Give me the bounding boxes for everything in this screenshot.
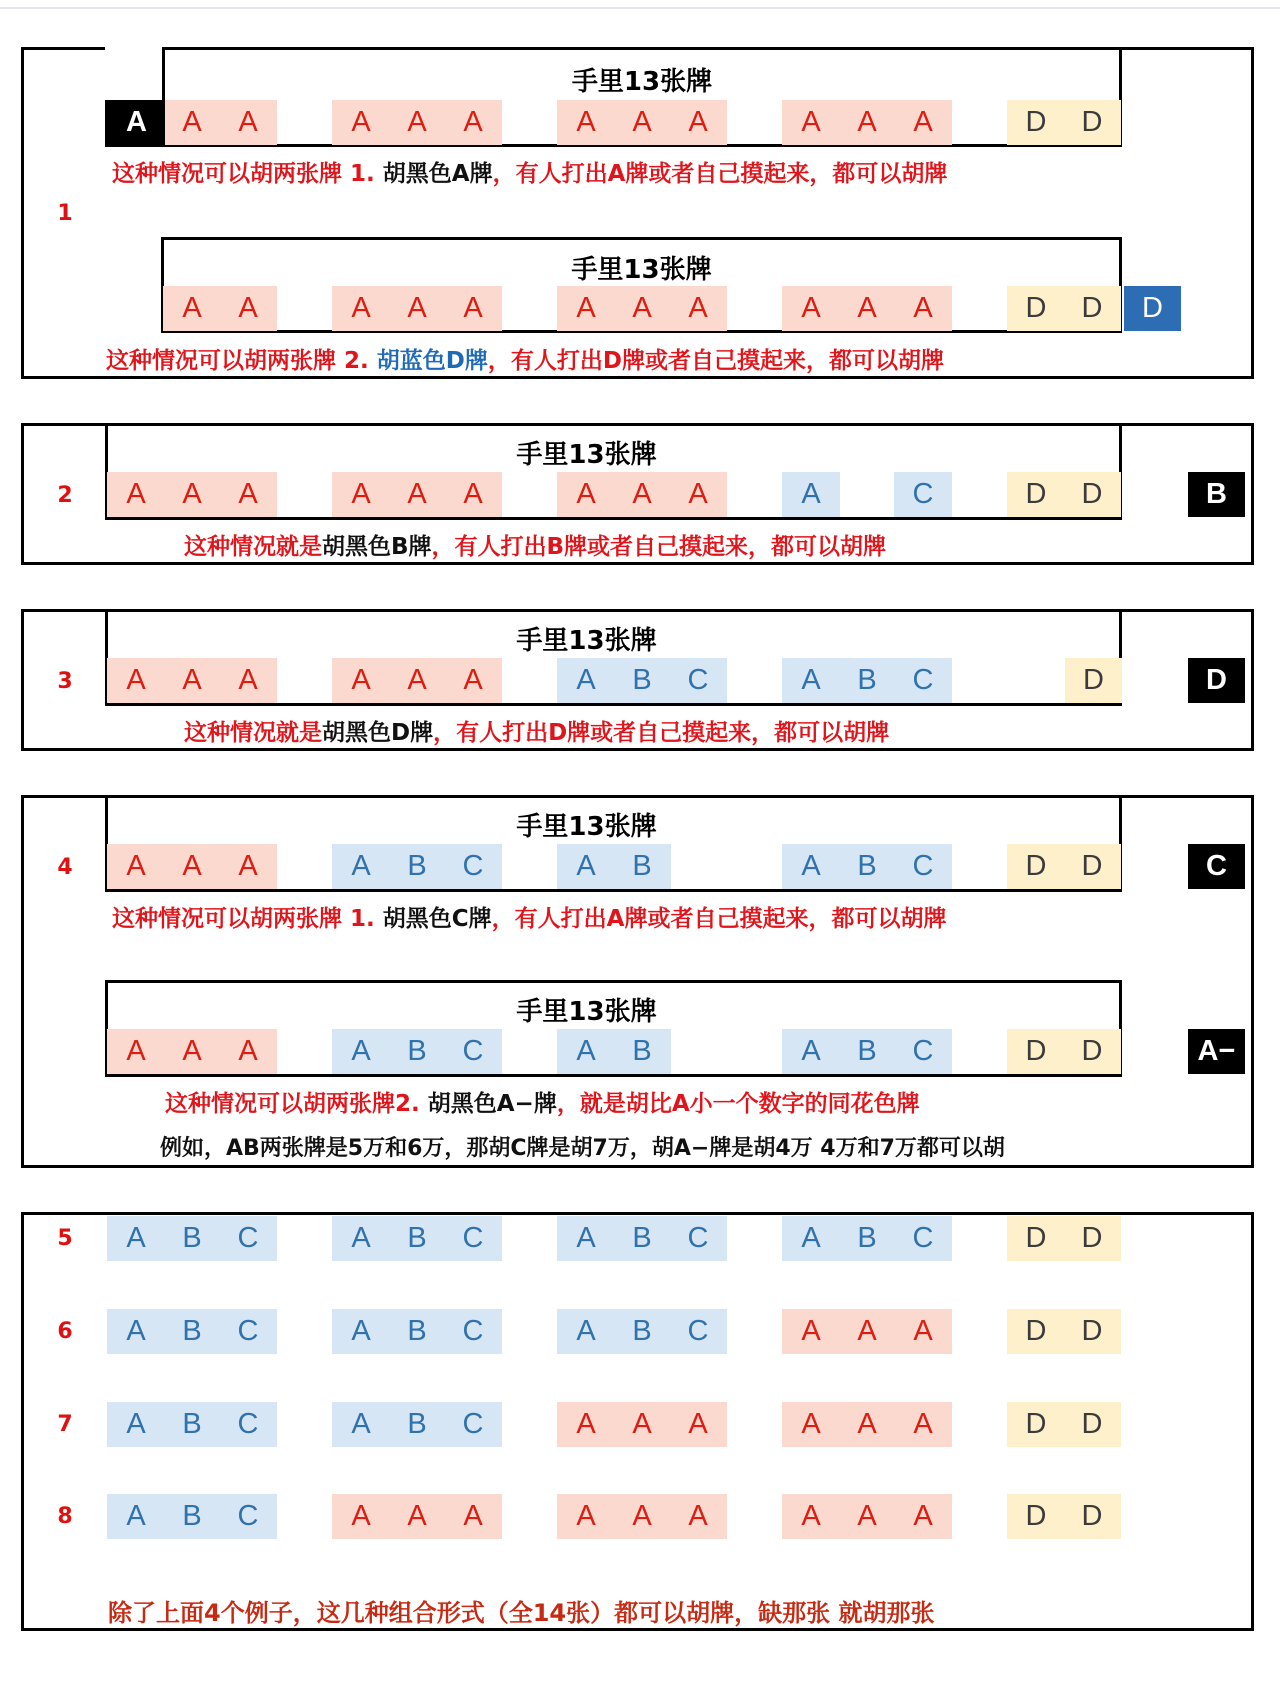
tile-letter: D — [1025, 1315, 1047, 1347]
tile-group — [1007, 1216, 1121, 1261]
tile-letter: B — [407, 1408, 427, 1440]
tile-letter: A — [576, 1035, 596, 1067]
tile-letter: A — [688, 1408, 708, 1440]
top-divider — [0, 7, 1280, 9]
tile-group — [107, 658, 277, 703]
tile-letter: C — [687, 1222, 709, 1254]
row-number-3: 3 — [57, 669, 73, 694]
tile-letter: A — [238, 664, 258, 696]
tile-letter: B — [632, 850, 652, 882]
tile-letter: A — [463, 292, 483, 324]
tile-letter: A — [632, 1500, 652, 1532]
tile-letter: A — [576, 1408, 596, 1440]
tile-group — [557, 1216, 727, 1261]
tile-letter: C — [462, 1408, 484, 1440]
tile-letter: A — [182, 1035, 202, 1067]
tile-group — [557, 472, 727, 517]
tile-group — [557, 658, 727, 703]
tile-letter: B — [632, 1315, 652, 1347]
tile-letter: A — [801, 106, 821, 138]
tile-letter: A — [632, 478, 652, 510]
tile-letter: A — [463, 1500, 483, 1532]
drawn-tile: A — [108, 100, 165, 145]
tile-group — [1007, 844, 1121, 889]
drawn-tile: B — [1188, 472, 1245, 517]
tile-letter: A — [857, 106, 877, 138]
tile-letter: D — [1025, 478, 1047, 510]
tile-letter: C — [912, 664, 934, 696]
tile-letter: B — [182, 1500, 202, 1532]
tile-letter: C — [687, 664, 709, 696]
tile-letter: C — [912, 478, 934, 510]
tile-letter: A — [238, 850, 258, 882]
tile-letter: B — [407, 850, 427, 882]
tile-letter: A — [801, 664, 821, 696]
tile-group — [1007, 1402, 1121, 1447]
tile-letter: A — [576, 292, 596, 324]
tile-letter: A — [351, 292, 371, 324]
row-number-2: 2 — [57, 483, 73, 508]
tile-letter: A — [351, 1500, 371, 1532]
note-4b: 这种情况可以胡两张牌2. 胡黑色A−牌，就是胡比A小一个数字的同花色牌 — [165, 1091, 920, 1117]
tile-group — [557, 100, 727, 145]
hand-title-1a: 手里13张牌 — [571, 67, 713, 97]
tile-letter: A — [913, 1500, 933, 1532]
tile-letter: A — [801, 478, 821, 510]
tile-group — [557, 844, 671, 889]
tile-letter: A — [913, 1408, 933, 1440]
tile-letter: A — [576, 1500, 596, 1532]
tile-letter: A — [463, 106, 483, 138]
tile-group — [107, 472, 277, 517]
tile-group — [557, 1029, 671, 1074]
tile-letter: A — [857, 1315, 877, 1347]
tile-letter: D — [1081, 106, 1103, 138]
tile-group — [163, 100, 277, 145]
tile-letter: A — [576, 106, 596, 138]
tile-letter: A — [182, 664, 202, 696]
tile-letter: A — [801, 1035, 821, 1067]
tile-letter: D — [1081, 292, 1103, 324]
tile-letter: D — [1081, 1222, 1103, 1254]
tile-group — [1007, 1494, 1121, 1539]
tile-letter: A — [801, 1500, 821, 1532]
tile-letter: A — [351, 1222, 371, 1254]
tile-letter: C — [237, 1315, 259, 1347]
tile-group — [782, 472, 840, 517]
tile-letter: B — [407, 1315, 427, 1347]
footer-note: 除了上面4个例子，这几种组合形式（全14张）都可以胡牌，缺那张 就胡那张 — [108, 1599, 935, 1627]
tile-letter: A — [576, 1222, 596, 1254]
tile-letter: B — [407, 1035, 427, 1067]
tile-letter: A — [576, 664, 596, 696]
tile-letter: A — [801, 292, 821, 324]
tile-letter: D — [1025, 850, 1047, 882]
tile-letter: B — [857, 664, 877, 696]
tile-letter: C — [237, 1408, 259, 1440]
tile-letter: A — [857, 292, 877, 324]
tile-group — [332, 844, 502, 889]
tile-letter: A — [632, 292, 652, 324]
hand-corner-1a — [105, 47, 165, 100]
tile-group — [1007, 286, 1121, 331]
tile-letter: C — [237, 1500, 259, 1532]
tile-letter: D — [1081, 850, 1103, 882]
tile-letter: B — [182, 1315, 202, 1347]
tile-group — [557, 1402, 727, 1447]
tile-letter: D — [1081, 1035, 1103, 1067]
hand-title-4a: 手里13张牌 — [516, 812, 657, 842]
tile-letter: D — [1025, 1222, 1047, 1254]
tile-letter: A — [126, 478, 146, 510]
note-1b: 这种情况可以胡两张牌 2. 胡蓝色D牌，有人打出D牌或者自己摸起来，都可以胡牌 — [106, 348, 944, 374]
tile-group — [163, 286, 277, 331]
tile-letter: A — [351, 664, 371, 696]
tile-letter: A — [576, 478, 596, 510]
tile-letter: A — [407, 292, 427, 324]
tile-letter: B — [857, 850, 877, 882]
tile-letter: A — [857, 1500, 877, 1532]
tile-letter: C — [462, 1315, 484, 1347]
row-number-6: 6 — [57, 1319, 73, 1344]
tile-letter: A — [351, 1035, 371, 1067]
tile-letter: A — [688, 478, 708, 510]
tile-letter: A — [126, 664, 146, 696]
tile-group — [332, 658, 502, 703]
tile-group — [332, 100, 502, 145]
tile-letter: B — [632, 1035, 652, 1067]
tile-group — [782, 1029, 952, 1074]
tile-group — [332, 1029, 502, 1074]
tile-letter: C — [912, 1035, 934, 1067]
tile-letter: A — [351, 106, 371, 138]
tile-group — [894, 472, 952, 517]
tile-letter: A — [126, 1035, 146, 1067]
tile-letter: A — [801, 1315, 821, 1347]
tile-letter: D — [1083, 664, 1104, 696]
row-number-5: 5 — [57, 1226, 73, 1251]
tile-letter: C — [912, 1222, 934, 1254]
hand-title-3: 手里13张牌 — [516, 626, 657, 656]
tile-group — [782, 1494, 952, 1539]
tile-group — [107, 1216, 277, 1261]
row-number-1: 1 — [57, 201, 73, 226]
row-number-8: 8 — [57, 1504, 73, 1529]
tile-letter: A — [351, 1315, 371, 1347]
drawn-tile: C — [1188, 844, 1245, 889]
tile-letter: A — [801, 850, 821, 882]
tile-letter: A — [182, 292, 202, 324]
note-1a: 这种情况可以胡两张牌 1. 胡黑色A牌，有人打出A牌或者自己摸起来，都可以胡牌 — [112, 161, 948, 187]
note-4b-example: 例如，AB两张牌是5万和6万，那胡C牌是胡7万，胡A−牌是胡4万 4万和7万都可以胡 — [160, 1136, 1005, 1161]
tile-letter: A — [801, 1408, 821, 1440]
tile-group — [557, 1309, 727, 1354]
tile-letter: D — [1025, 106, 1047, 138]
tile-letter: D — [1025, 1408, 1047, 1440]
tile-letter: A — [913, 1315, 933, 1347]
tile-letter: C — [687, 1315, 709, 1347]
tile-letter: A — [688, 1500, 708, 1532]
tile-letter: A — [913, 292, 933, 324]
tile-letter: A — [351, 850, 371, 882]
tile-group — [782, 100, 952, 145]
tile-group — [1007, 472, 1121, 517]
hand-title-4b: 手里13张牌 — [516, 997, 657, 1027]
tile-letter: A — [407, 664, 427, 696]
tile-letter: A — [126, 1500, 146, 1532]
hand-title-2: 手里13张牌 — [516, 440, 657, 470]
hand-title-1b: 手里13张牌 — [571, 255, 712, 285]
tile-letter: A — [632, 1408, 652, 1440]
tile-letter: A — [407, 1500, 427, 1532]
drawn-tile: D — [1124, 286, 1181, 331]
tile-group — [557, 1494, 727, 1539]
tile-group — [782, 286, 952, 331]
tile-letter: B — [857, 1222, 877, 1254]
tile-group — [1007, 1029, 1121, 1074]
tile-letter: A — [238, 292, 258, 324]
tile-letter: B — [632, 1222, 652, 1254]
tile-letter: A — [632, 106, 652, 138]
tile-group — [107, 1309, 277, 1354]
tile-letter: B — [182, 1222, 202, 1254]
tile-letter: B — [407, 1222, 427, 1254]
tile-letter: C — [462, 850, 484, 882]
tile-letter: A — [351, 1408, 371, 1440]
tile-letter: D — [1081, 1408, 1103, 1440]
note-3: 这种情况就是胡黑色D牌，有人打出D牌或者自己摸起来，都可以胡牌 — [184, 720, 890, 746]
tile-letter: B — [857, 1035, 877, 1067]
tile-letter: C — [912, 850, 934, 882]
tile-letter: B — [182, 1408, 202, 1440]
drawn-tile: A− — [1188, 1029, 1245, 1074]
tile-group — [332, 286, 502, 331]
tile-letter: A — [857, 1408, 877, 1440]
tile-group — [782, 1216, 952, 1261]
tile-group — [1007, 100, 1121, 145]
tile-group — [107, 1494, 277, 1539]
tile-letter: A — [351, 478, 371, 510]
tile-letter: C — [462, 1035, 484, 1067]
tile-group — [332, 472, 502, 517]
tile-letter: A — [182, 478, 202, 510]
note-4a: 这种情况可以胡两张牌 1. 胡黑色C牌，有人打出A牌或者自己摸起来，都可以胡牌 — [112, 906, 947, 932]
tile-group — [332, 1309, 502, 1354]
tile-group — [1007, 1309, 1121, 1354]
tile-group — [332, 1402, 502, 1447]
tile-letter: D — [1081, 1315, 1103, 1347]
tile-group — [557, 286, 727, 331]
tile-letter: D — [1081, 478, 1103, 510]
tile-group — [107, 1029, 277, 1074]
tile-group — [782, 1402, 952, 1447]
drawn-tile: D — [1188, 658, 1245, 703]
tile-letter: A — [913, 106, 933, 138]
tile-letter: B — [632, 664, 652, 696]
tile-group — [332, 1216, 502, 1261]
tile-letter: D — [1025, 1500, 1047, 1532]
row-number-7: 7 — [57, 1412, 73, 1437]
tile-letter: A — [407, 478, 427, 510]
tile-letter: A — [238, 478, 258, 510]
tile-group — [107, 1402, 277, 1447]
tile-letter: D — [1025, 1035, 1047, 1067]
tile-letter: A — [182, 106, 202, 138]
tile-letter: A — [688, 292, 708, 324]
tile-letter: A — [407, 106, 427, 138]
tile-letter: D — [1081, 1500, 1103, 1532]
tile-letter: A — [801, 1222, 821, 1254]
tile-letter: A — [126, 1222, 146, 1254]
row-number-4: 4 — [57, 855, 73, 880]
tile-letter: D — [1025, 292, 1047, 324]
tile-letter: A — [182, 850, 202, 882]
tile-group — [782, 658, 952, 703]
tile-group — [782, 1309, 952, 1354]
tile-group — [1065, 658, 1122, 703]
tile-letter: A — [126, 850, 146, 882]
tile-letter: C — [462, 1222, 484, 1254]
tile-letter: A — [126, 1408, 146, 1440]
tile-letter: A — [238, 106, 258, 138]
tile-letter: A — [576, 1315, 596, 1347]
tile-letter: A — [688, 106, 708, 138]
tile-letter: A — [463, 478, 483, 510]
tile-group — [332, 1494, 502, 1539]
tile-letter: A — [576, 850, 596, 882]
tile-group — [107, 844, 277, 889]
note-2: 这种情况就是胡黑色B牌，有人打出B牌或者自己摸起来，都可以胡牌 — [184, 534, 887, 560]
tile-letter: A — [126, 1315, 146, 1347]
tile-letter: A — [463, 664, 483, 696]
tile-letter: C — [237, 1222, 259, 1254]
tile-letter: A — [238, 1035, 258, 1067]
tile-group — [782, 844, 952, 889]
